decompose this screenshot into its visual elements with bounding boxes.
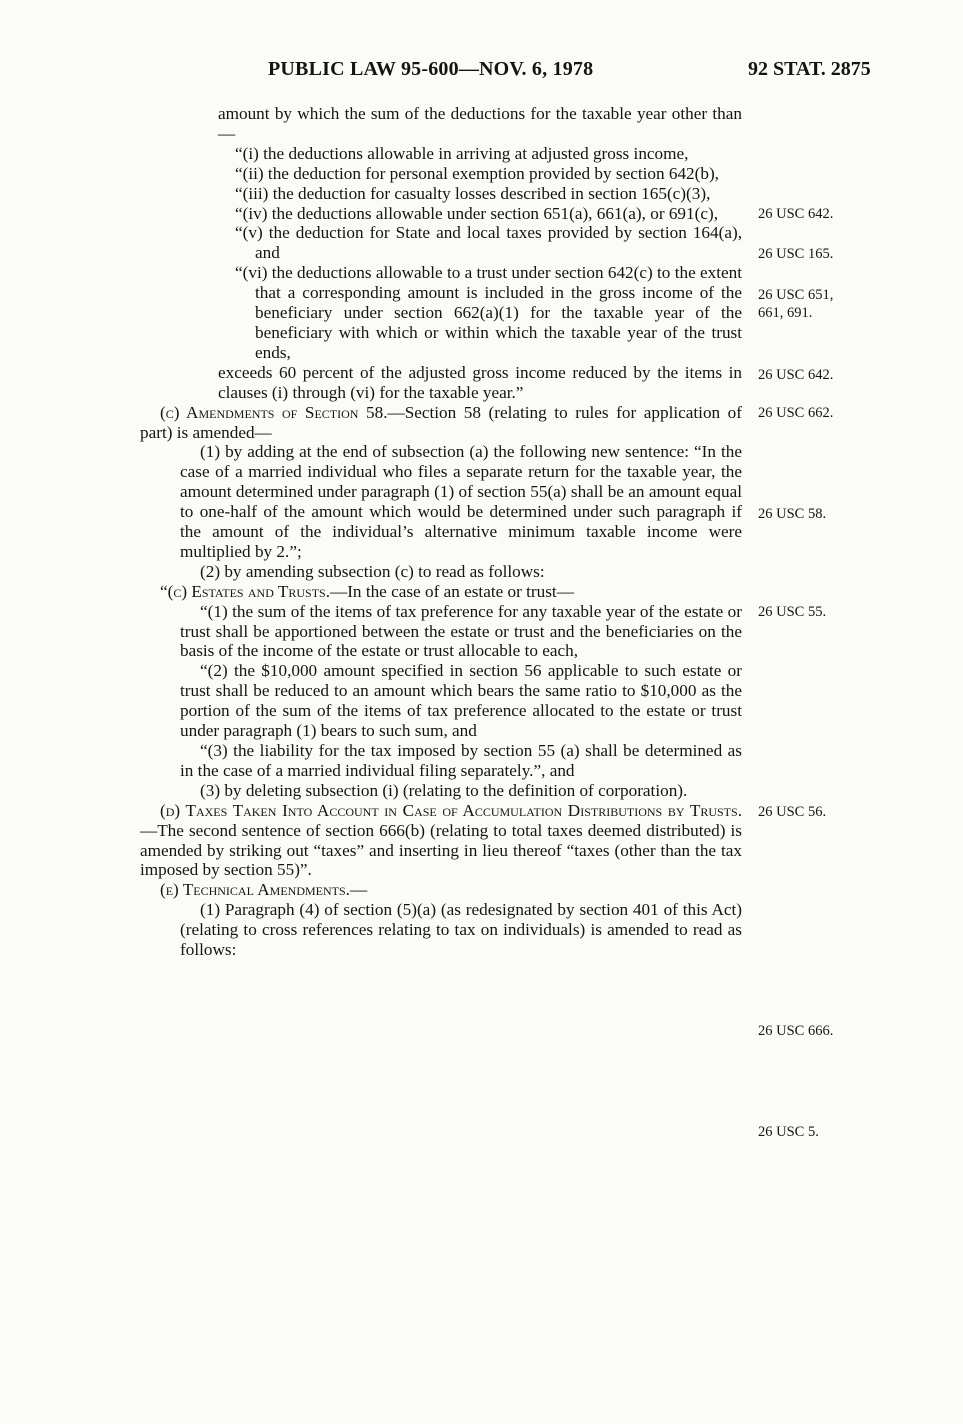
exceeds-paragraph: exceeds 60 percent of the adjusted gross income reduced by the items in clauses (i) through (vi) for the taxable year.”: [218, 362, 742, 402]
subsection-d-text: —The second sentence of section 666(b) (relating to total taxes deemed distributed) is amended by striking out “taxes” and inserting in lieu thereof “taxes (other than the tax imposed by section 55)”.: [140, 820, 742, 880]
subsection-d: [140, 801, 742, 881]
margin-note: 26 USC 662.: [758, 405, 834, 421]
estates-text: —In the case of an estate or trust—: [330, 581, 574, 601]
subsection-d-heading: (d) Taxes Taken Into Account in Case of Accumulation Distributions by Trusts.: [160, 800, 742, 820]
subsection-e: [140, 880, 742, 900]
statute-page-number: 92 STAT. 2875: [748, 58, 871, 80]
margin-note: 26 USC 55.: [758, 604, 827, 620]
subsection-e-heading: (e) Technical Amendments.: [160, 880, 350, 900]
clause-vi: “(vi) the deductions allowable to a trust under section 642(c) to the extent that a corresponding amount is included in the gross income of the beneficiary under section 662(a)(1) for the taxable year of the beneficiary with which or within which the taxable year of the trust ends,: [235, 263, 742, 362]
paragraph-c-1: (1) by adding at the end of subsection (a) the following new sentence: “In the case of a married individual who files a separate return for the taxable year, the amount determined under paragraph (1) of section 55(a) shall be an amount equal to one-half of the amount which would be determined under such paragraph if the amount of the individual’s alternative minimum taxable income were multiplied by 2.”;: [180, 442, 742, 561]
paragraph-c-3: (3) by deleting subsection (i) (relating to the definition of corporation).: [200, 780, 688, 800]
clause-iv: “(iv) the deductions allowable under section 651(a), 661(a), or 691(c),: [235, 203, 718, 223]
subsection-c-heading: (c) Amendments of Section 58.: [160, 402, 388, 422]
estates-heading: “(c) Estates and Trusts.: [160, 581, 331, 601]
subsection-c: [140, 403, 742, 443]
margin-note: 661, 691.: [758, 305, 813, 321]
clause-i: “(i) the deductions allowable in arriving at adjusted gross income,: [235, 143, 689, 163]
continuation-paragraph: amount by which the sum of the deductions for the taxable year other than—: [218, 104, 742, 143]
clause-iii: “(iii) the deduction for casualty losses described in section 165(c)(3),: [235, 183, 711, 203]
estates-item-1: “(1) the sum of the items of tax preference for any taxable year of the estate or trust shall be apportioned between the estate or trust and the beneficiaries on the basis of the income of the estate or trust allocable to each,: [180, 601, 742, 661]
clause-ii: “(ii) the deduction for personal exemption provided by section 642(b),: [235, 163, 719, 183]
margin-note: 26 USC 58.: [758, 506, 827, 522]
margin-note: 26 USC 642.: [758, 206, 834, 222]
estates-and-trusts: [140, 582, 742, 602]
page-header: [0, 58, 963, 86]
law-body-text: [140, 104, 742, 960]
margin-note: 26 USC 642.: [758, 367, 834, 383]
clause-v: “(v) the deduction for State and local taxes provided by section 164(a), and: [235, 223, 742, 263]
subsection-e-text: —: [349, 880, 368, 900]
margin-note: 26 USC 165.: [758, 246, 834, 262]
estates-item-2: “(2) the $10,000 amount specified in section 56 applicable to such estate or trust shall be reduced to an amount which bears the same ratio to $10,000 as the portion of the sum of the items of tax preference allocated to the estate or trust under paragraph (1) bears to such sum, and: [180, 661, 742, 741]
margin-note: 26 USC 56.: [758, 804, 827, 820]
margin-note: 26 USC 666.: [758, 1023, 834, 1039]
paragraph-e-1: (1) Paragraph (4) of section (5)(a) (as redesignated by section 401 of this Act) (relating to cross references relating to tax on individuals) is amended to read as follows:: [180, 900, 742, 960]
subsection-c-text: —Section 58 (relating to rules for application of part) is amended—: [140, 402, 742, 442]
paragraph-c-2: (2) by amending subsection (c) to read as follows:: [200, 561, 545, 581]
public-law-citation: PUBLIC LAW 95-600—NOV. 6, 1978: [268, 58, 594, 80]
estates-item-3: “(3) the liability for the tax imposed by section 55 (a) shall be determined as in the case of a married individual filing separately.”, and: [180, 741, 742, 780]
margin-note: 26 USC 651,: [758, 287, 834, 303]
margin-note: 26 USC 5.: [758, 1124, 819, 1140]
